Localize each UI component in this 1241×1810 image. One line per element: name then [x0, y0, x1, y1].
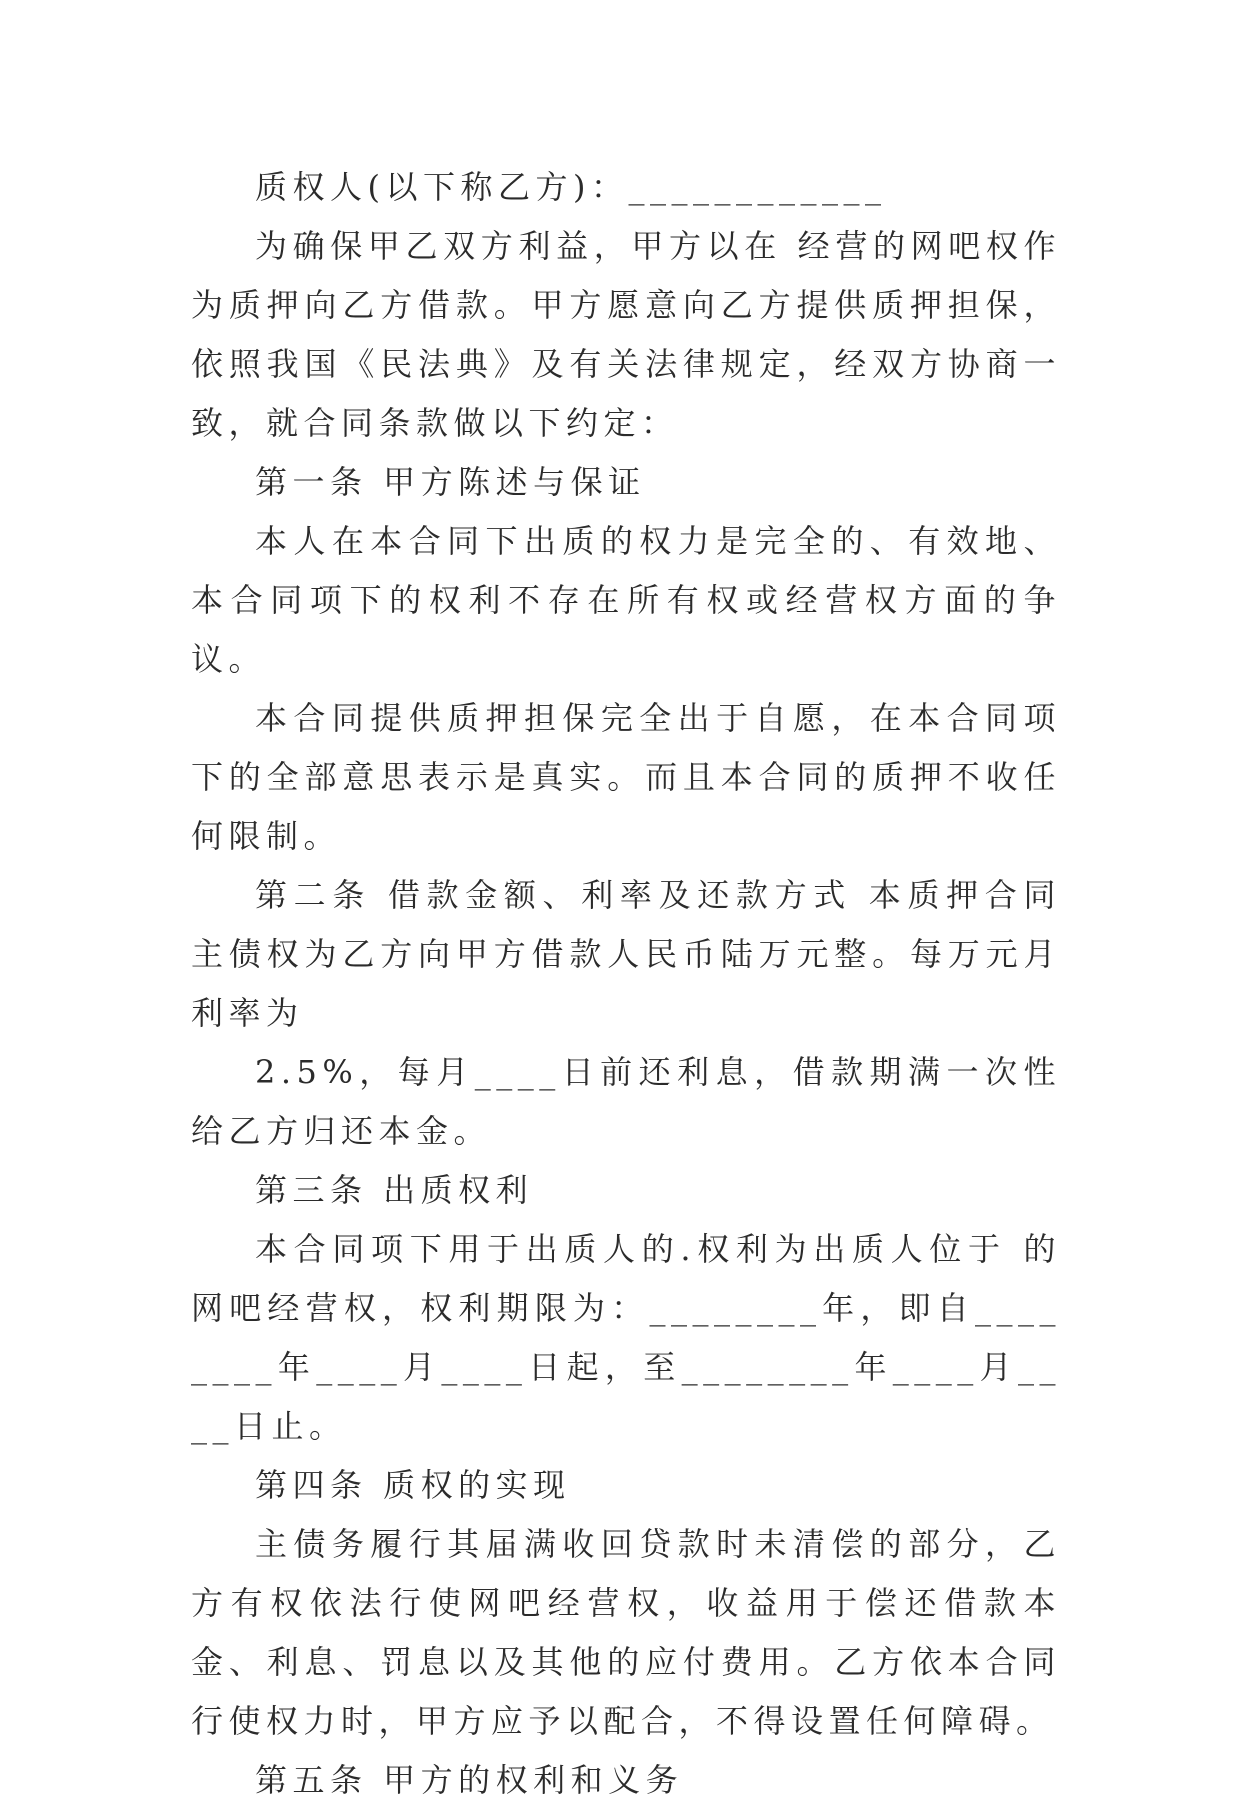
article-2-paragraph-2: 2.5%，每月____日前还利息，借款期满一次性给乙方归还本金。 [191, 1053, 1061, 1150]
article-5-heading: 第五条 甲方的权利和义务 [255, 1761, 684, 1799]
article-1-paragraph-1: 本人在本合同下出质的权力是完全的、有效地、本合同项下的权利不存在所有权或经营权方面的争议。 [191, 522, 1061, 678]
article-4-paragraph: 主债务履行其届满收回贷款时未清偿的部分，乙方有权依法行使网吧经营权，收益用于偿还借款本金、利息、罚息以及其他的应付费用。乙方依本合同行使权力时，甲方应予以配合，不得设置任何障碍。 [191, 1525, 1061, 1740]
article-2-paragraph-1: 第二条 借款金额、利率及还款方式 本质押合同主债权为乙方向甲方借款人民币陆万元整。每万元月利率为 [191, 876, 1061, 1032]
article-1-paragraph-2: 本合同提供质押担保完全出于自愿，在本合同项下的全部意思表示是真实。而且本合同的质押不收任何限制。 [191, 699, 1061, 855]
article-3-paragraph: 本合同项下用于出质人的.权利为出质人位于 的网吧经营权，权利期限为：________年，即自________年____月____日起，至________年____月____日止。 [191, 1230, 1061, 1445]
pledgee-line: 质权人(以下称乙方)：____________ [255, 168, 887, 206]
article-4-heading: 第四条 质权的实现 [255, 1466, 571, 1504]
article-1-heading: 第一条 甲方陈述与保证 [255, 463, 646, 501]
preamble-paragraph: 为确保甲乙双方利益，甲方以在 经营的网吧权作为质押向乙方借款。甲方愿意向乙方提供质押担保，依照我国《民法典》及有关法律规定，经双方协商一致，就合同条款做以下约定： [191, 227, 1061, 442]
article-3-heading: 第三条 出质权利 [255, 1171, 534, 1209]
document-body [191, 158, 1061, 1810]
